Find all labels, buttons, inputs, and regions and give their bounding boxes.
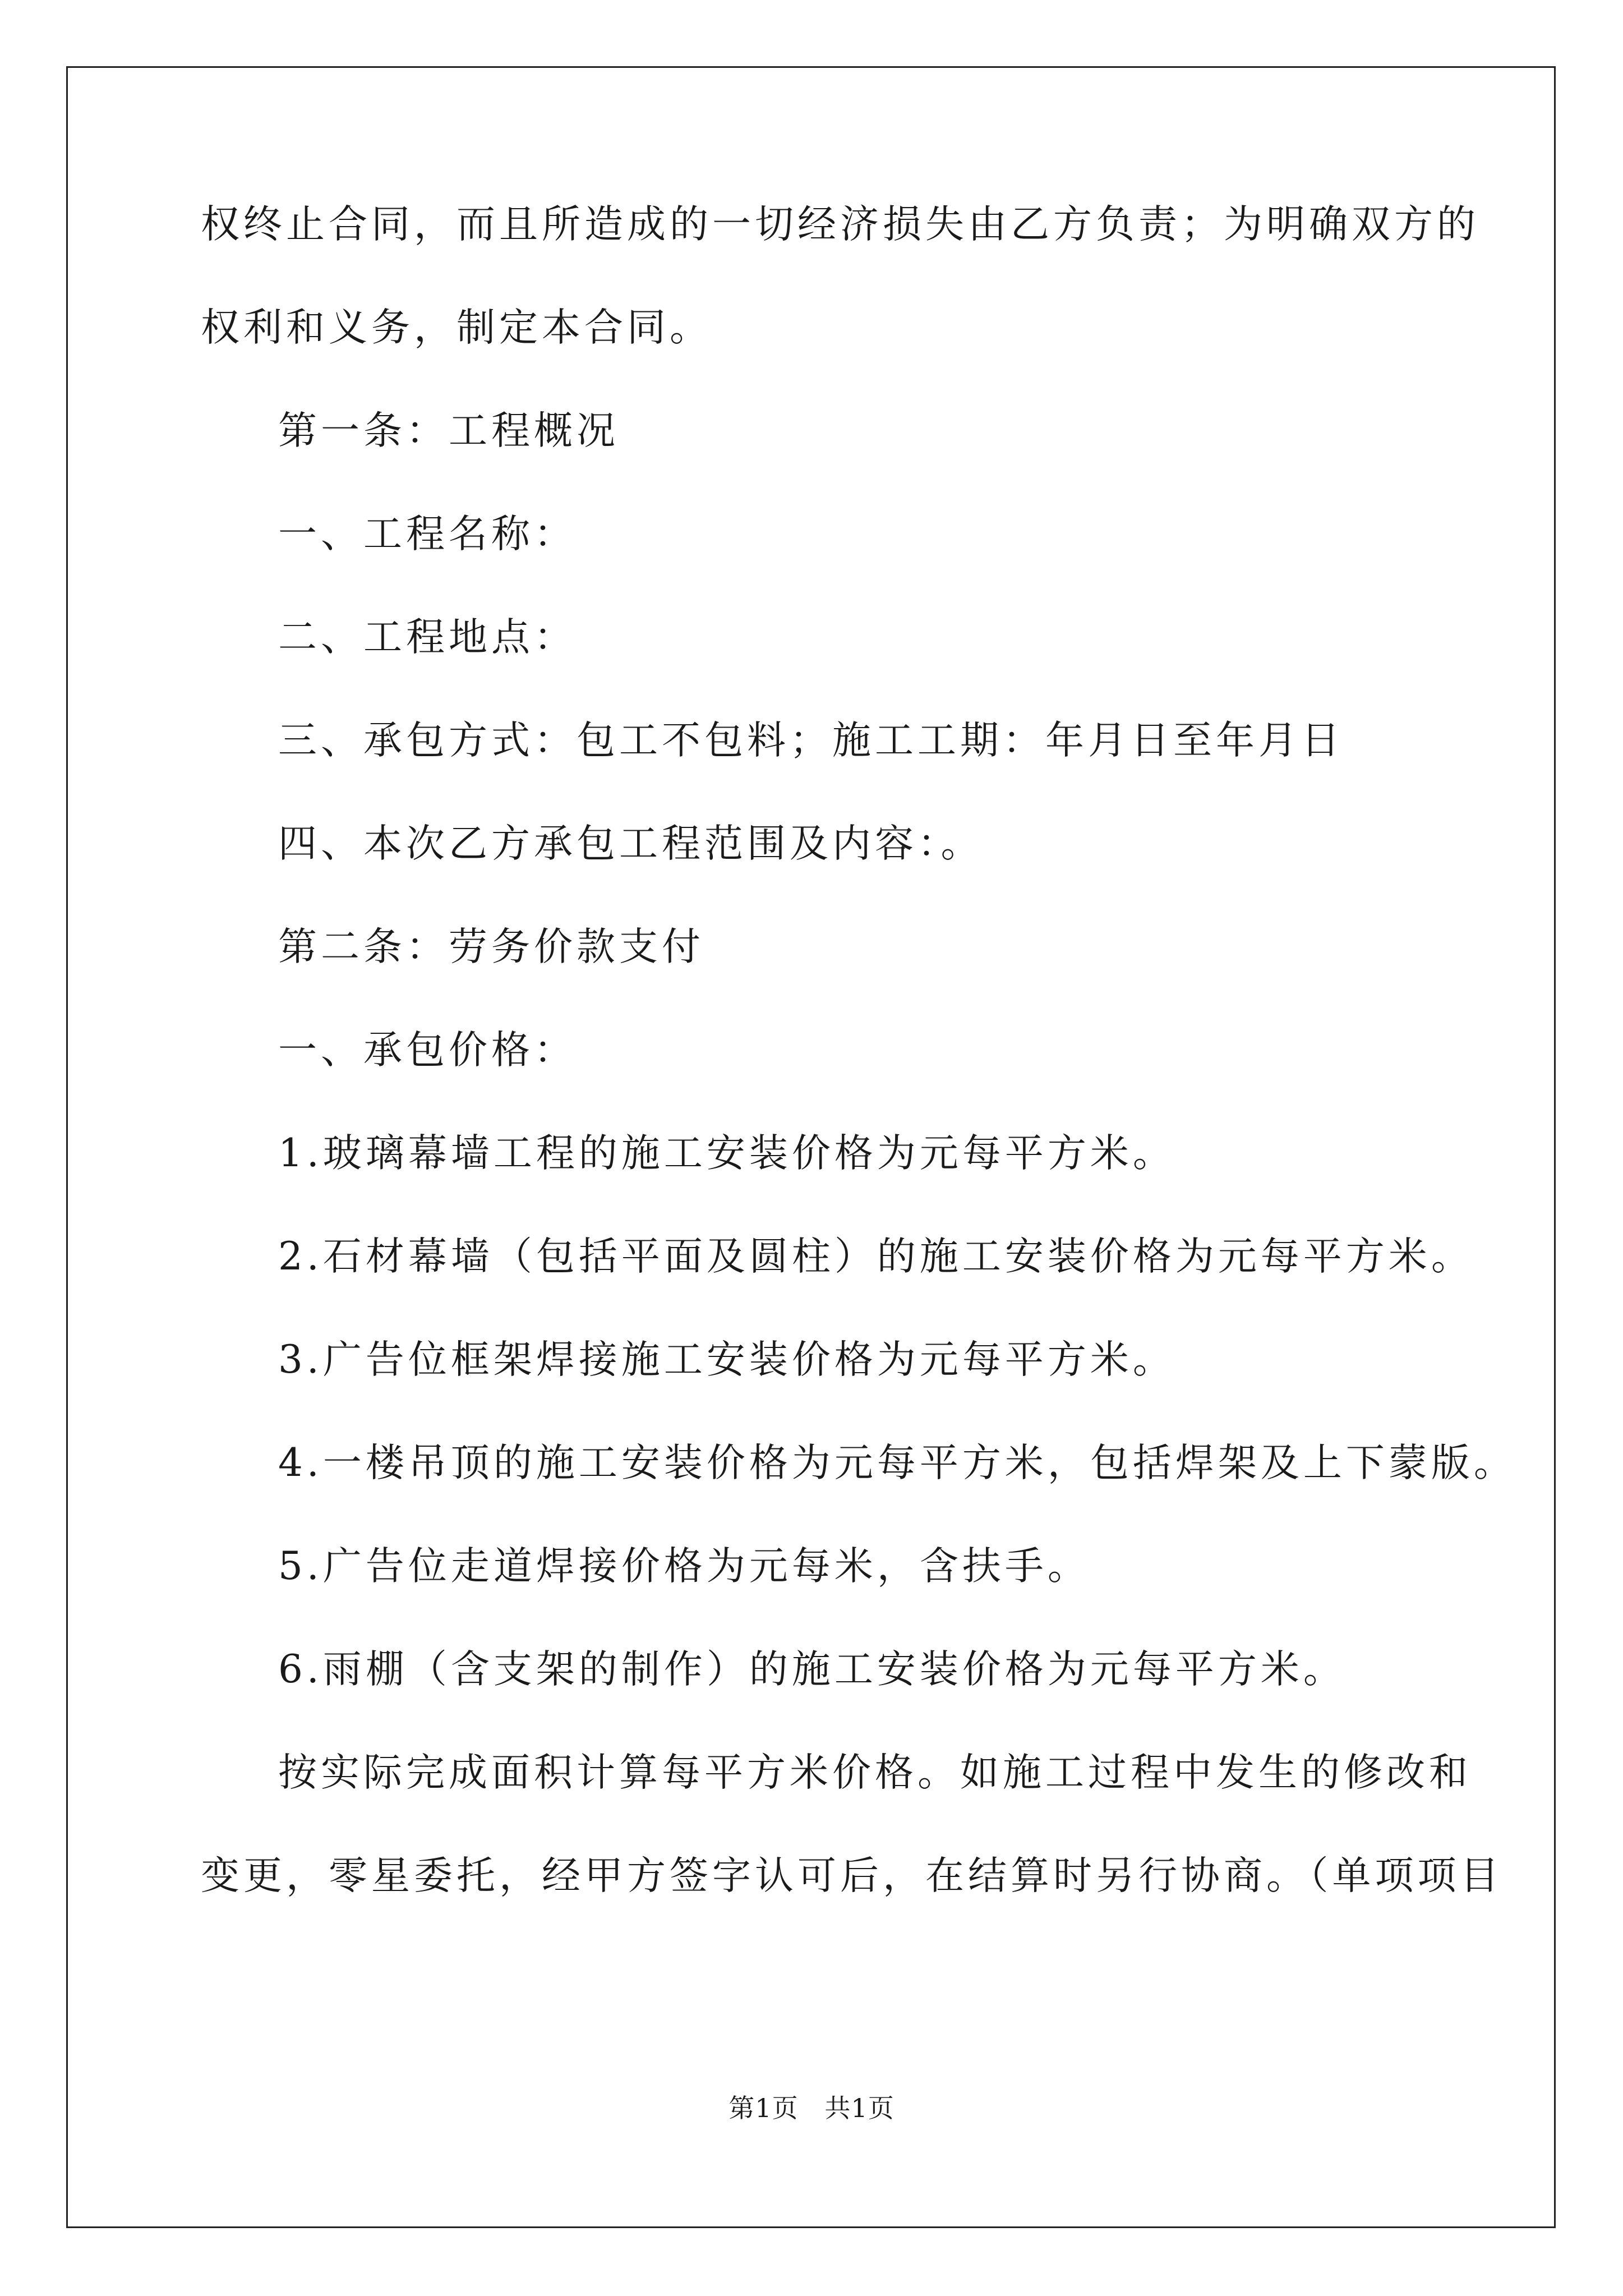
paragraph-line: 三、承包方式：包工不包料；施工工期：年月日至年月日 [278, 718, 1344, 763]
paragraph-line: 一、承包价格： [278, 1028, 577, 1073]
section-heading-2: 第二条：劳务价款支付 [278, 924, 704, 969]
paragraph-line: 权利和义务，制定本合同。 [201, 305, 712, 350]
list-item: 4.一楼吊顶的施工安装价格为元每平方米，包括焊架及上下蒙版。 [278, 1441, 1516, 1485]
paragraph-line: 四、本次乙方承包工程范围及内容：。 [278, 821, 984, 866]
list-item: 6.雨棚（含支架的制作）的施工安装价格为元每平方米。 [278, 1647, 1346, 1692]
section-heading-1: 第一条：工程概况 [278, 408, 619, 453]
list-item: 1.玻璃幕墙工程的施工安装价格为元每平方米。 [278, 1131, 1175, 1176]
page-footer: 第1页 共1页 [728, 2093, 895, 2123]
paragraph-line: 一、工程名称： [278, 512, 577, 556]
paragraph-line: 权终止合同，而且所造成的一切经济损失由乙方负责；为明确双方的 [201, 202, 1479, 247]
paragraph-line: 按实际完成面积计算每平方米价格。如施工过程中发生的修改和 [278, 1750, 1472, 1795]
paragraph-line: 二、工程地点： [278, 615, 577, 660]
list-item: 2.石材幕墙（包括平面及圆柱）的施工安装价格为元每平方米。 [278, 1234, 1474, 1279]
paragraph-line: 变更，零星委托，经甲方签字认可后，在结算时另行协商。（单项项目 [201, 1853, 1503, 1898]
list-item: 5.广告位走道焊接价格为元每米，含扶手。 [278, 1544, 1090, 1589]
list-item: 3.广告位框架焊接施工安装价格为元每平方米。 [278, 1337, 1175, 1382]
